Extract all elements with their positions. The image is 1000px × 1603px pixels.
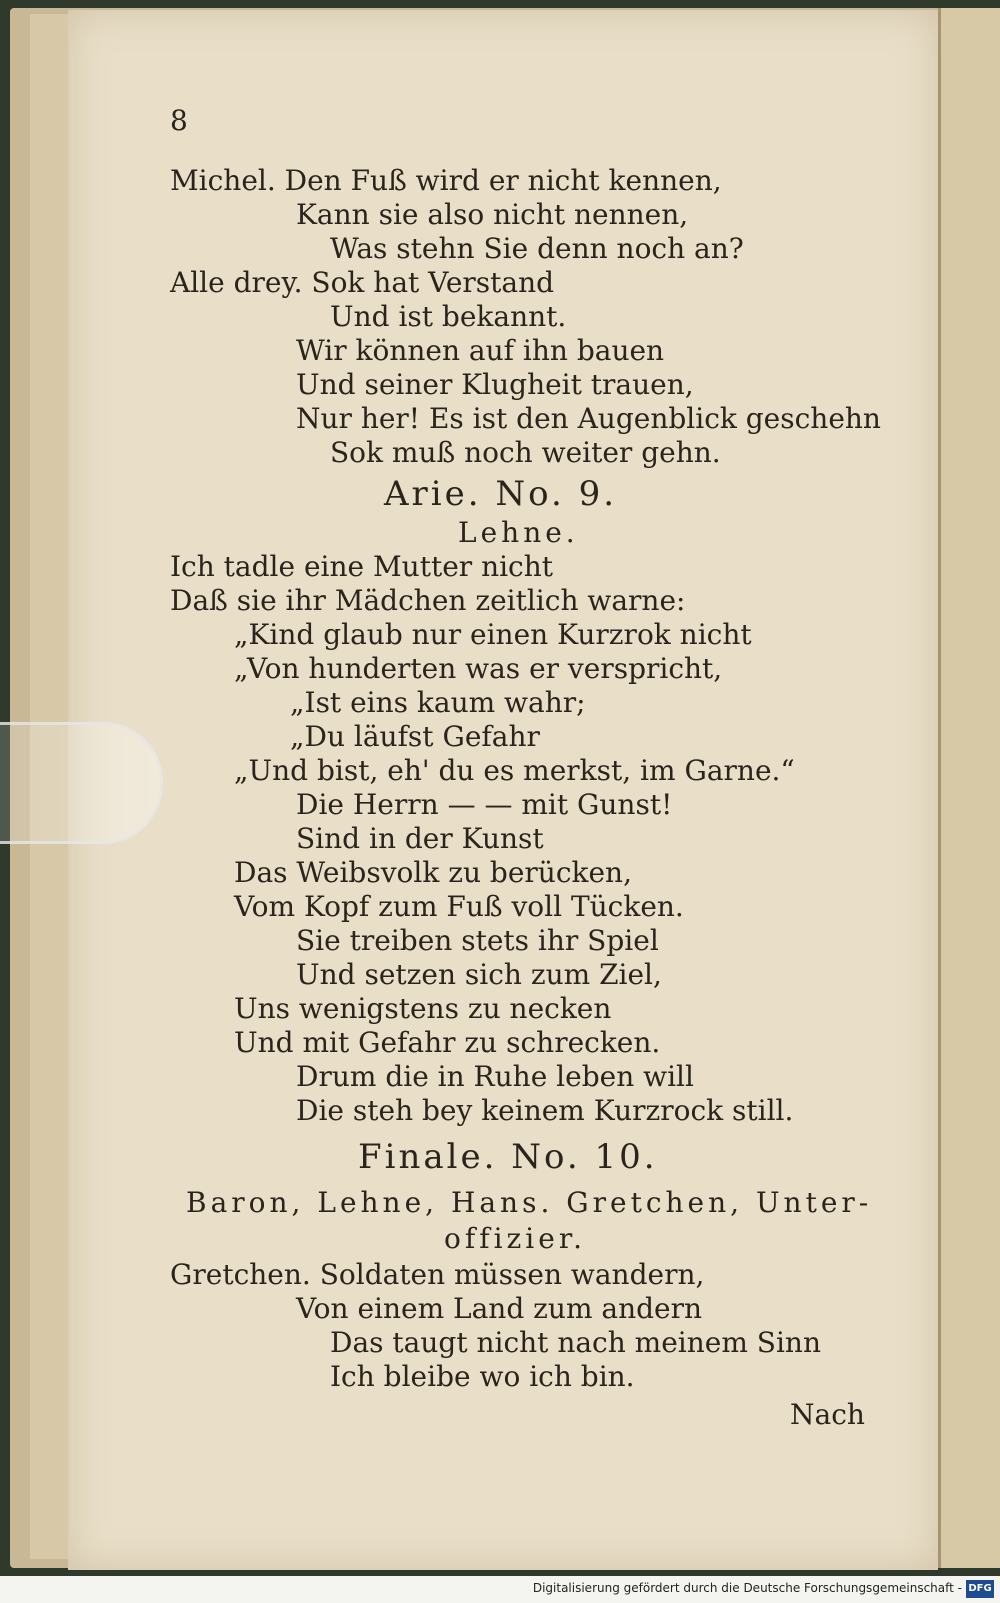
text-line: Und mit Gefahr zu schrecken. bbox=[234, 1026, 661, 1059]
text-line: Alle drey. Sok hat Verstand bbox=[170, 266, 555, 299]
text-line: „Und bist, eh' du es merkst, im Garne.“ bbox=[234, 754, 795, 787]
text-line: „Kind glaub nur einen Kurzrok nicht bbox=[234, 618, 752, 651]
text-line: Uns wenigstens zu necken bbox=[234, 992, 612, 1025]
text-line: Und ist bekannt. bbox=[330, 300, 567, 333]
text-line: Ich bleibe wo ich bin. bbox=[330, 1360, 635, 1393]
text-line: „Du läufst Gefahr bbox=[290, 720, 540, 753]
text-line: Vom Kopf zum Fuß voll Tücken. bbox=[234, 890, 684, 923]
text-line: Und seiner Klugheit trauen, bbox=[296, 368, 694, 401]
page-clip bbox=[0, 722, 163, 844]
text-line: Wir können auf ihn bauen bbox=[296, 334, 665, 367]
text-line: Nur her! Es ist den Augenblick geschehn bbox=[296, 402, 881, 435]
facing-page-edge bbox=[938, 8, 1000, 1568]
page-number: 8 bbox=[170, 104, 188, 137]
speaker-name: Lehne. bbox=[458, 516, 579, 549]
text-line: Das taugt nicht nach meinem Sinn bbox=[330, 1326, 821, 1359]
text-line: Sind in der Kunst bbox=[296, 822, 544, 855]
text-line: Die Herrn — — mit Gunst! bbox=[296, 788, 673, 821]
dfg-logo: DFG bbox=[966, 1580, 994, 1598]
footer-credit: Digitalisierung gefördert durch die Deutsche Forschungsgemeinschaft - bbox=[532, 1581, 962, 1595]
text-line: „Von hunderten was er verspricht, bbox=[234, 652, 723, 685]
text-line: „Ist eins kaum wahr; bbox=[290, 686, 586, 719]
section-heading: Finale. No. 10. bbox=[358, 1137, 658, 1177]
text-line: Gretchen. Soldaten müssen wandern, bbox=[170, 1258, 705, 1291]
text-line: Die steh bey keinem Kurzrock still. bbox=[296, 1094, 794, 1127]
text-line: Was stehn Sie denn noch an? bbox=[330, 232, 744, 265]
text-line: Ich tadle eine Mutter nicht bbox=[170, 550, 554, 583]
text-line: Und setzen sich zum Ziel, bbox=[296, 958, 662, 991]
cast-list-continued: offizier. bbox=[444, 1222, 587, 1255]
text-line: Sok muß noch weiter gehn. bbox=[330, 436, 721, 469]
text-line: Kann sie also nicht nennen, bbox=[296, 198, 689, 231]
cast-list: Baron, Lehne, Hans. Gretchen, Unter- bbox=[186, 1186, 873, 1219]
text-line: Michel. Den Fuß wird er nicht kennen, bbox=[170, 164, 722, 197]
text-line: Das Weibsvolk zu berücken, bbox=[234, 856, 632, 889]
footer-bar bbox=[0, 1576, 1000, 1603]
text-line: Von einem Land zum andern bbox=[296, 1292, 703, 1325]
text-line: Daß sie ihr Mädchen zeitlich warne: bbox=[170, 584, 686, 617]
catchword: Nach bbox=[790, 1398, 865, 1431]
text-line: Sie treiben stets ihr Spiel bbox=[296, 924, 659, 957]
text-line: Drum die in Ruhe leben will bbox=[296, 1060, 694, 1093]
section-heading: Arie. No. 9. bbox=[384, 474, 618, 514]
